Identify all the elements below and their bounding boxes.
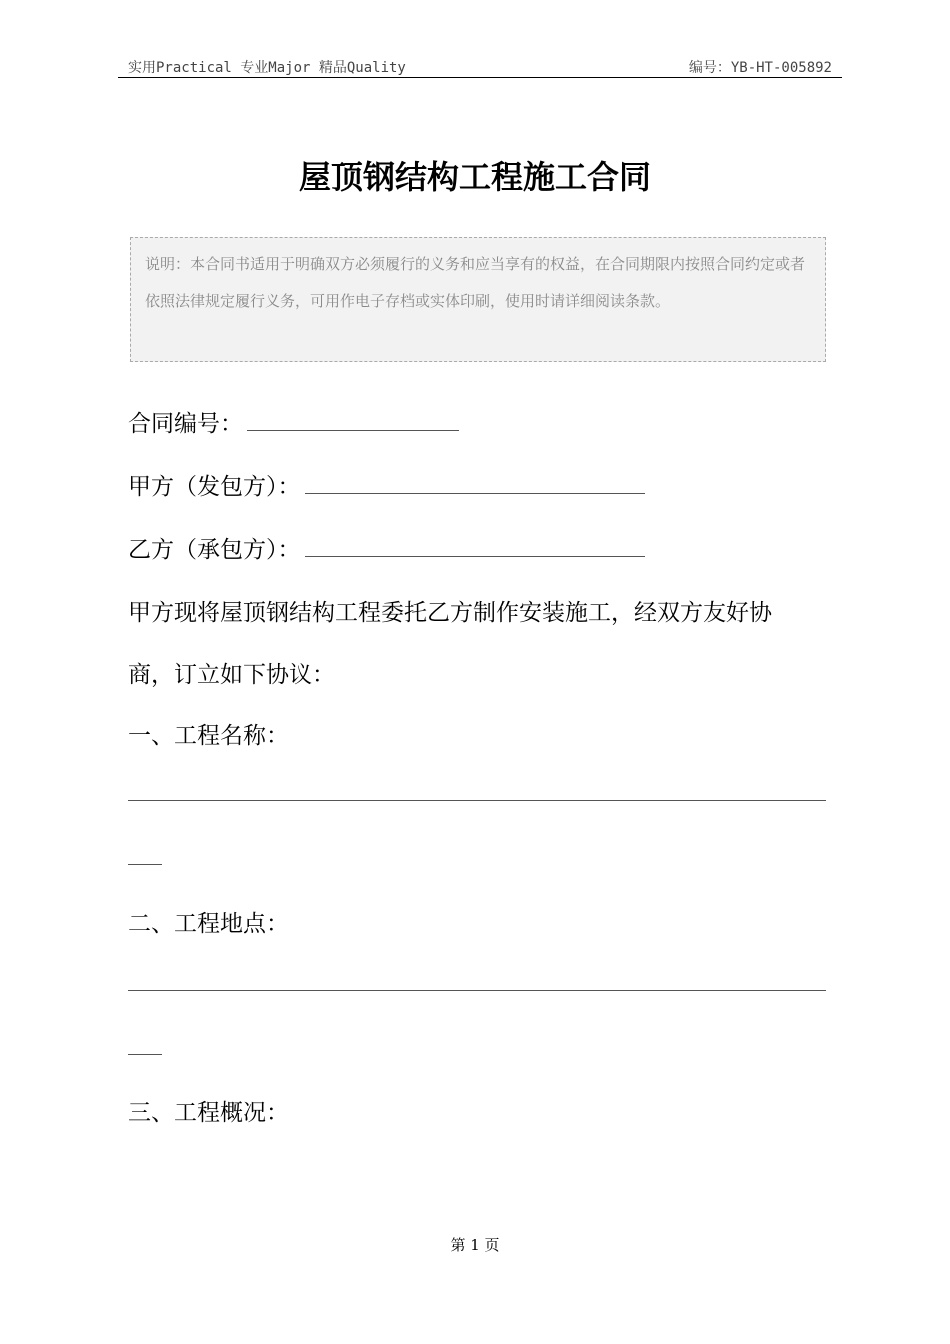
header-tagline: 实用Practical 专业Major 精品Quality xyxy=(128,60,406,76)
contract-number-row xyxy=(128,405,459,438)
party-b-blank[interactable] xyxy=(305,555,645,557)
section-project-location: 二、工程地点： xyxy=(128,911,289,937)
project-name-blank-cont[interactable] xyxy=(128,864,162,865)
project-location-blank-cont[interactable] xyxy=(128,1054,162,1055)
usage-note-text: 说明：本合同书适用于明确双方必须履行的义务和应当享有的权益，在合同期限内按照合同约定或者依照法律规定履行义务，可用作电子存档或实体印刷，使用时请详细阅读条款。 xyxy=(145,255,806,310)
party-a-label: 甲方（发包方）： xyxy=(128,474,301,500)
project-location-blank[interactable] xyxy=(128,990,826,991)
page-number: 第 1 页 xyxy=(450,1236,500,1254)
page-header xyxy=(118,57,842,78)
party-b-label: 乙方（承包方）： xyxy=(128,537,301,563)
contract-number-label: 合同编号： xyxy=(128,411,243,437)
header-doc-number: 编号：YB-HT-005892 xyxy=(688,60,832,76)
section-project-overview: 三、工程概况： xyxy=(128,1100,289,1126)
party-b-row xyxy=(128,531,645,564)
document-title: 屋顶钢结构工程施工合同 xyxy=(298,158,651,196)
party-a-row xyxy=(128,468,645,501)
contract-number-blank[interactable] xyxy=(247,429,459,431)
usage-note-box xyxy=(130,237,826,362)
party-a-blank[interactable] xyxy=(305,492,645,494)
project-name-blank[interactable] xyxy=(128,800,826,801)
intro-line-1: 甲方现将屋顶钢结构工程委托乙方制作安装施工，经双方友好协 xyxy=(128,600,772,626)
intro-line-2: 商，订立如下协议： xyxy=(128,662,335,688)
section-project-name: 一、工程名称： xyxy=(128,723,289,749)
